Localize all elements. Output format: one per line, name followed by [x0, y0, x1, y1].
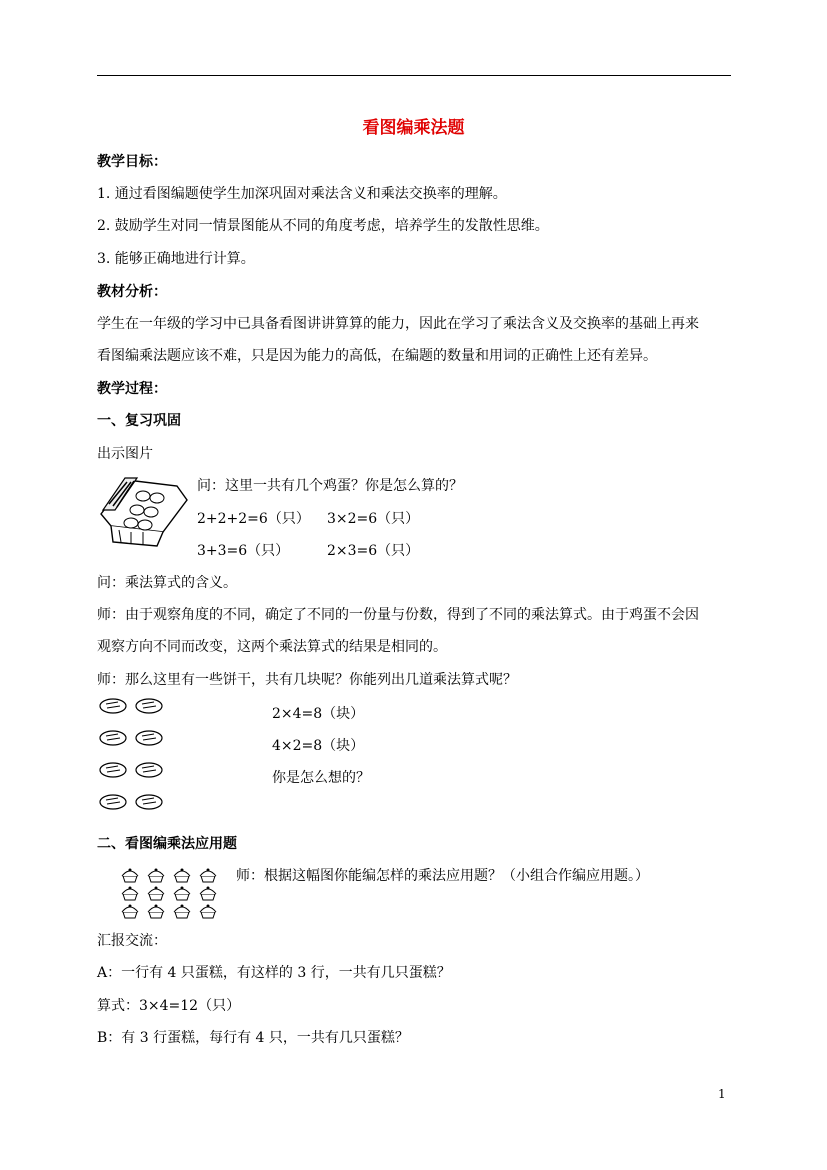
- cakes-image: [119, 862, 225, 922]
- analysis-heading: 教材分析：: [97, 284, 167, 300]
- teacher-1-line-1: 师：由于观察角度的不同，确定了不同的一份量与份数，得到了不同的乘法算式。由于鸡蛋不会因: [97, 607, 699, 623]
- cookie-eq-2: 4×2=8（块）: [272, 738, 365, 754]
- page-number: 1: [718, 1087, 726, 1101]
- goals-heading: 教学目标：: [97, 154, 167, 170]
- cookies-image: [98, 696, 170, 816]
- teacher-1-line-2: 观察方向不同而改变，这两个乘法算式的结果是相同的。: [97, 639, 447, 655]
- egg-eq-4: 2×3=6（只）: [327, 543, 420, 559]
- teacher-2: 师：那么这里有一些饼干，共有几块呢？你能列出几道乘法算式呢？: [97, 672, 517, 688]
- report-label: 汇报交流：: [97, 933, 167, 949]
- problem-b: B：有 3 行蛋糕，每行有 4 只，一共有几只蛋糕？: [97, 1030, 409, 1046]
- process-heading: 教学过程：: [97, 381, 167, 397]
- cookie-eq-1: 2×4=8（块）: [272, 706, 365, 722]
- section1-heading: 一、复习巩固: [97, 413, 181, 429]
- question-2: 问：乘法算式的含义。: [97, 575, 237, 591]
- egg-eq-3: 3+3=6（只）: [197, 543, 290, 559]
- page-title: 看图编乘法题: [362, 118, 465, 138]
- analysis-line-2: 看图编乘法题应该不难，只是因为能力的高低，在编题的数量和用词的正确性上还有差异。: [97, 348, 657, 364]
- analysis-line-1: 学生在一年级的学习中已具备看图讲讲算算的能力，因此在学习了乘法含义及交换率的基础上再来: [97, 316, 699, 332]
- egg-eq-2: 3×2=6（只）: [327, 511, 420, 527]
- section2-heading: 二、看图编乘法应用题: [97, 836, 237, 852]
- show-picture-label: 出示图片: [97, 446, 153, 462]
- egg-carton-image: [97, 470, 191, 550]
- goal-2: 2. 鼓励学生对同一情景图能从不同的角度考虑，培养学生的发散性思维。: [97, 218, 549, 234]
- cookie-question: 你是怎么想的？: [272, 770, 370, 786]
- section2-teacher: 师：根据这幅图你能编怎样的乘法应用题？（小组合作编应用题。）: [236, 868, 649, 884]
- problem-a: A：一行有 4 只蛋糕，有这样的 3 行，一共有几只蛋糕？: [97, 965, 451, 981]
- header-rule: [97, 75, 731, 76]
- goal-3: 3. 能够正确地进行计算。: [97, 251, 255, 267]
- egg-eq-1: 2+2+2=6（只）: [197, 511, 310, 527]
- formula: 算式：3×4=12（只）: [97, 998, 241, 1014]
- egg-question: 问：这里一共有几个鸡蛋？你是怎么算的？: [197, 478, 463, 494]
- goal-1: 1. 通过看图编题使学生加深巩固对乘法含义和乘法交换率的理解。: [97, 186, 507, 202]
